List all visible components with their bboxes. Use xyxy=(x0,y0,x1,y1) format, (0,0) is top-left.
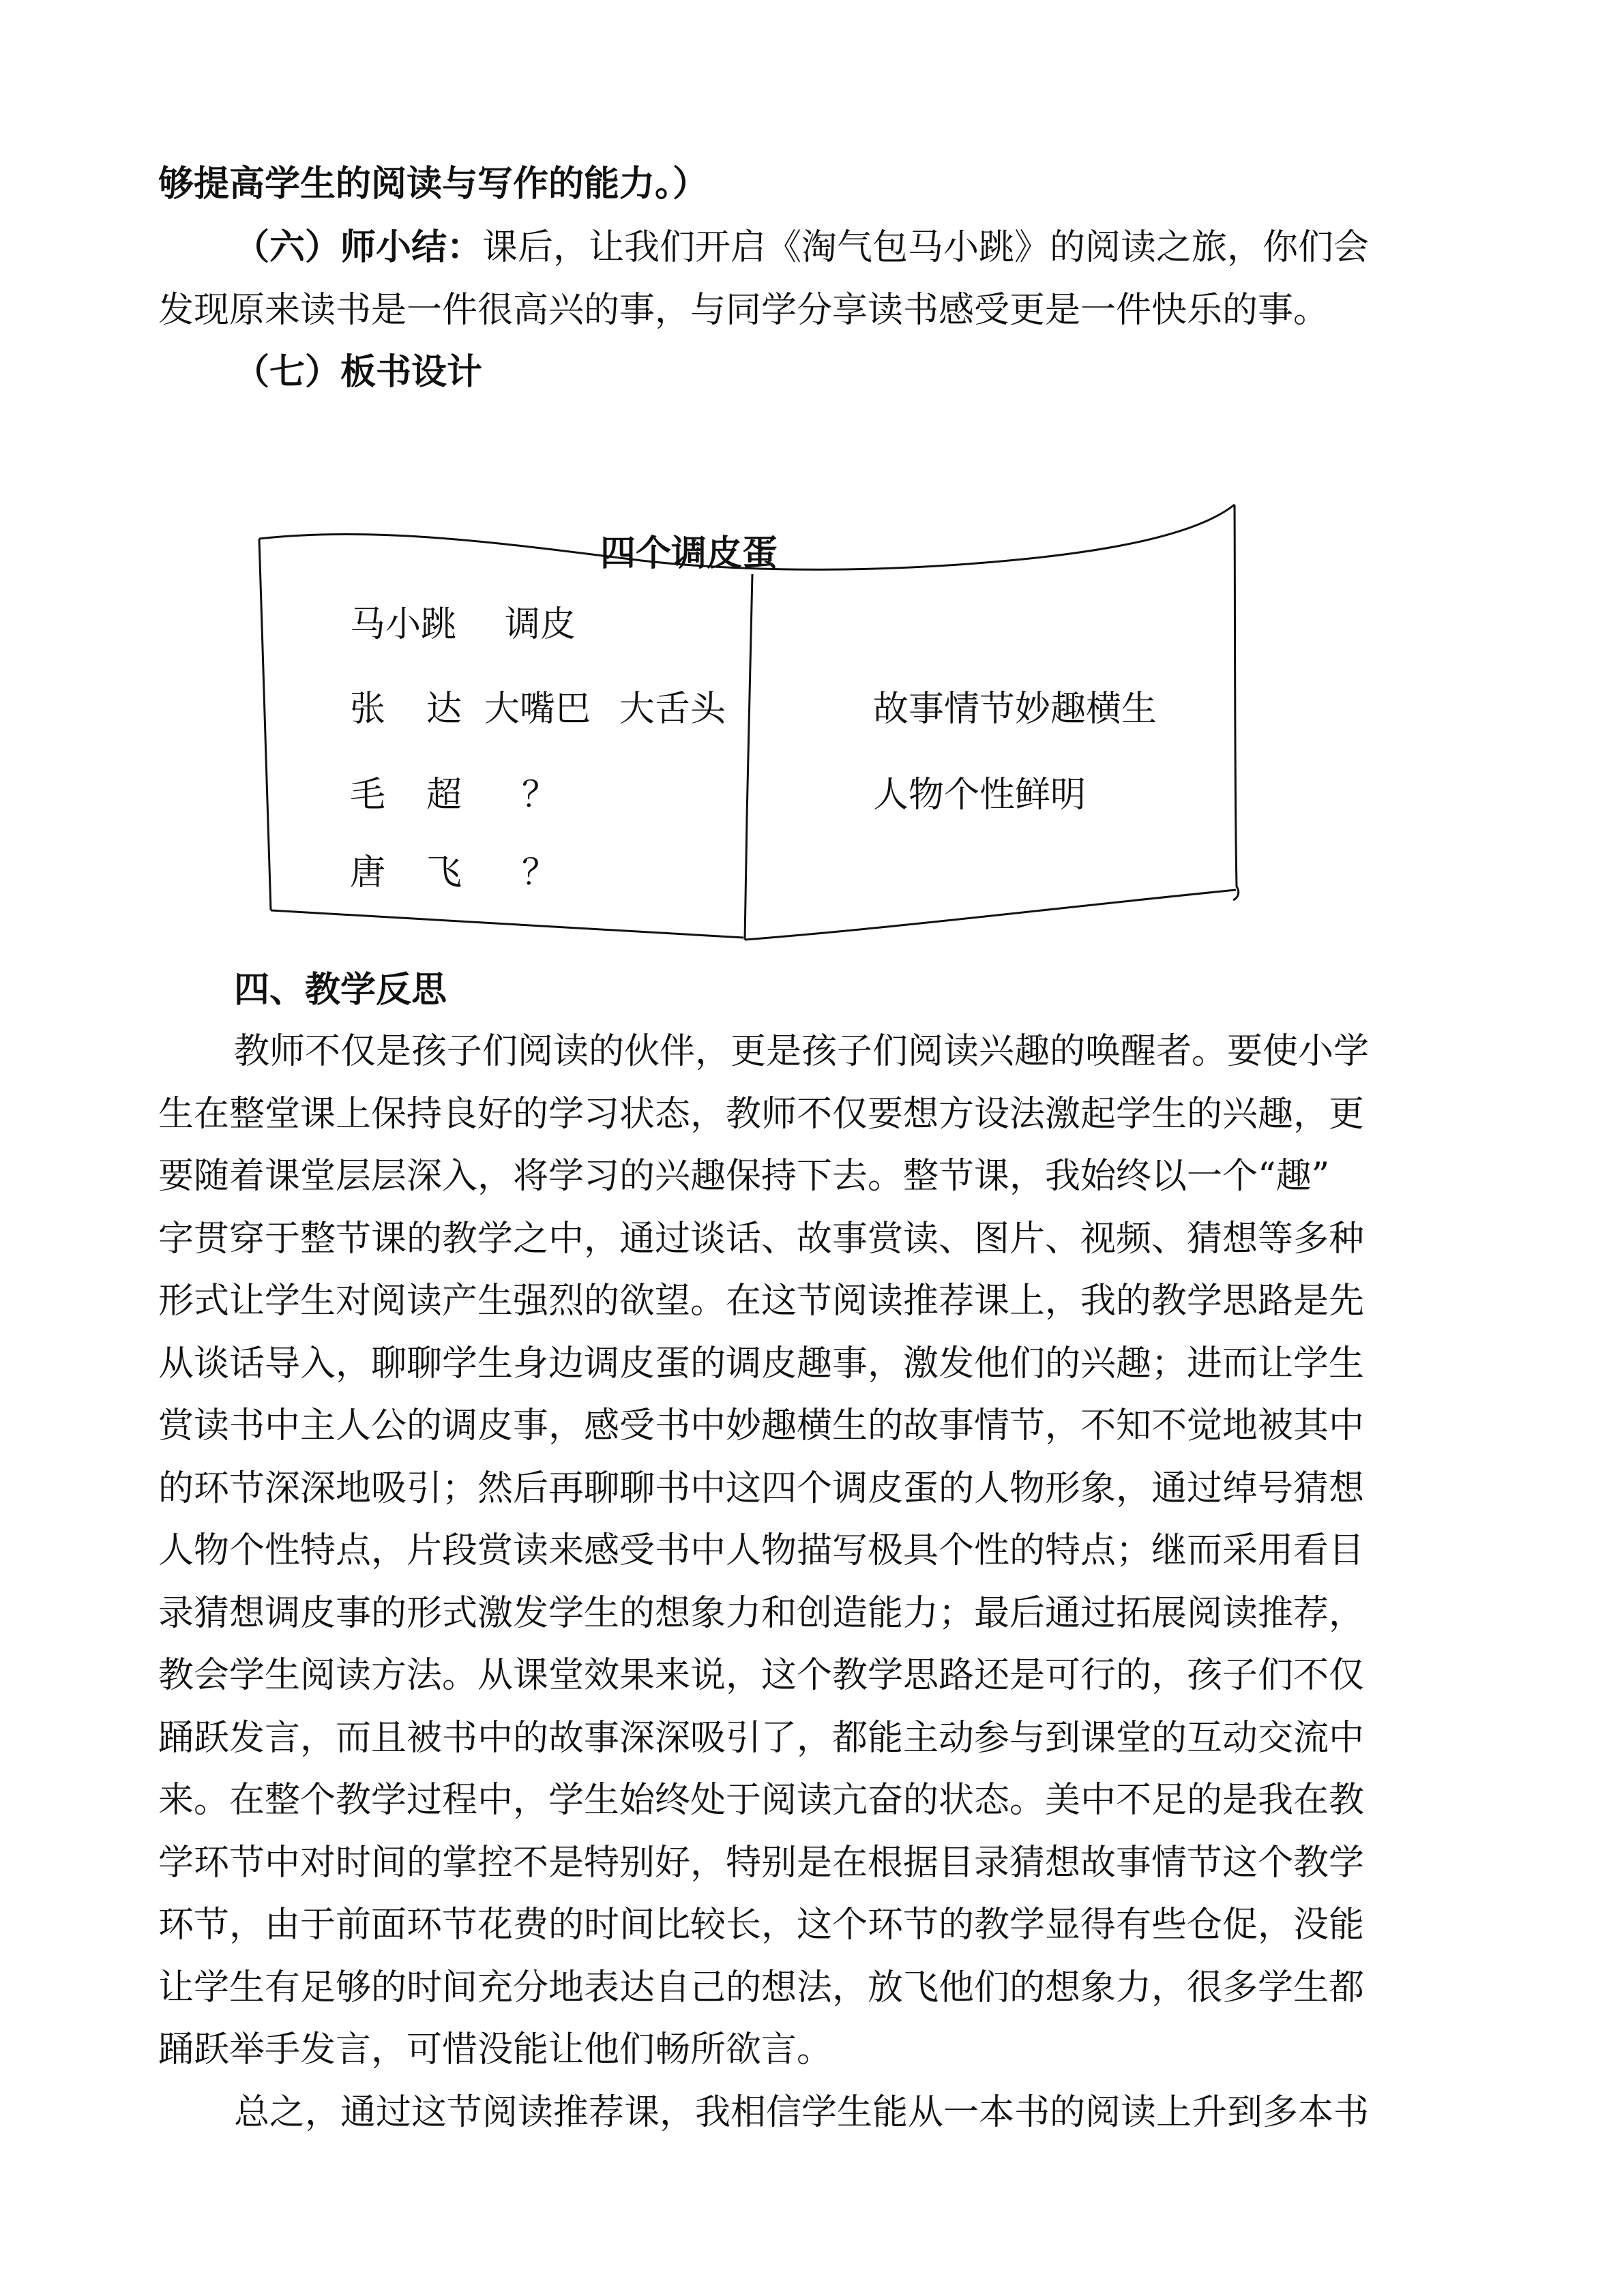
reflection-line: 要随着课堂层层深入，将学习的兴趣保持下去。整节课，我始终以一个“趣” xyxy=(158,1156,1330,1197)
board-right-item-2: 人物个性鲜明 xyxy=(873,775,1087,816)
conclusion-line: 总之，通过这节阅读推荐课，我相信学生能从一本书的阅读上升到多本书 xyxy=(234,2092,1370,2133)
board-row-2-name-1: 张 xyxy=(350,689,386,730)
reflection-line: 字贯穿于整节课的教学之中，通过谈话、故事赏读、图片、视频、猜想等多种 xyxy=(158,1219,1365,1259)
reflection-line: 从谈话导入，聊聊学生身边调皮蛋的调皮趣事，激发他们的兴趣；进而让学生 xyxy=(158,1343,1365,1384)
reflection-line: 的环节深深地吸引；然后再聊聊书中这四个调皮蛋的人物形象，通过绰号猜想 xyxy=(158,1468,1365,1509)
board-row-2-trait-1: 大嘴巴 xyxy=(484,689,591,730)
text-line: 够提高学生的阅读与写作的能力。） xyxy=(158,163,709,205)
board-row-3-question: ？ xyxy=(522,775,558,816)
board-row-4-name-2: 飞 xyxy=(426,852,462,893)
board-row-3-name-2: 超 xyxy=(426,775,462,816)
reflection-line: 教会学生阅读方法。从课堂效果来说，这个教学思路还是可行的，孩子们不仅 xyxy=(158,1655,1365,1696)
board-row-2-trait-2: 大舌头 xyxy=(619,689,726,730)
reflection-line: 来。在整个教学过程中，学生始终处于阅读亢奋的状态。美中不足的是我在教 xyxy=(158,1780,1365,1821)
summary-label: （六）师小结： xyxy=(234,226,483,268)
board-row-2-name-2: 达 xyxy=(426,689,462,730)
reflection-heading: 四、教学反思 xyxy=(234,969,447,1011)
reflection-line: 赏读书中主人公的调皮事，感受书中妙趣横生的故事情节，不知不觉地被其中 xyxy=(158,1405,1365,1446)
reflection-line: 录猜想调皮事的形式激发学生的想象力和创造能力；最后通过拓展阅读推荐， xyxy=(158,1593,1365,1634)
reflection-line: 踊跃发言，而且被书中的故事深深吸引了，都能主动参与到课堂的互动交流中 xyxy=(158,1718,1365,1759)
summary-text: 课后，让我们开启《淘气包马小跳》的阅读之旅，你们会 xyxy=(482,227,1370,268)
reflection-line: 教师不仅是孩子们阅读的伙伴，更是孩子们阅读兴趣的唤醒者。要使小学 xyxy=(234,1031,1370,1072)
board-drawing xyxy=(0,0,1624,1023)
board-title: 四个调皮蛋 xyxy=(600,533,778,574)
reflection-line: 环节，由于前面环节花费的时间比较长，这个环节的教学显得有些仓促，没能 xyxy=(158,1905,1365,1945)
board-row-1-name: 马小跳 xyxy=(350,604,457,645)
reflection-line: 踊跃举手发言，可惜没能让他们畅所欲言。 xyxy=(158,2029,833,2070)
board-row-4-question: ？ xyxy=(522,852,558,893)
board-row-3-name-1: 毛 xyxy=(350,775,386,816)
reflection-line: 人物个性特点，片段赏读来感受书中人物描写极具个性的特点；继而采用看目 xyxy=(158,1530,1365,1571)
board-row-4-name-1: 唐 xyxy=(350,852,386,893)
reflection-line: 学环节中对时间的掌控不是特别好，特别是在根据目录猜想故事情节这个教学 xyxy=(158,1843,1365,1883)
reflection-line: 形式让学生对阅读产生强烈的欲望。在这节阅读推荐课上，我的教学思路是先 xyxy=(158,1281,1365,1322)
reflection-line: 生在整堂课上保持良好的学习状态，教师不仅要想方设法激起学生的兴趣，更 xyxy=(158,1094,1365,1135)
board-row-1-trait: 调皮 xyxy=(505,604,576,645)
board-right-item-1: 故事情节妙趣横生 xyxy=(873,689,1157,730)
board-design-heading: （七）板书设计 xyxy=(234,351,483,393)
summary-line-2: 发现原来读书是一件很高兴的事，与同学分享读书感受更是一件快乐的事。 xyxy=(158,290,1329,331)
reflection-line: 让学生有足够的时间充分地表达自己的想法，放飞他们的想象力，很多学生都 xyxy=(158,1967,1365,2008)
